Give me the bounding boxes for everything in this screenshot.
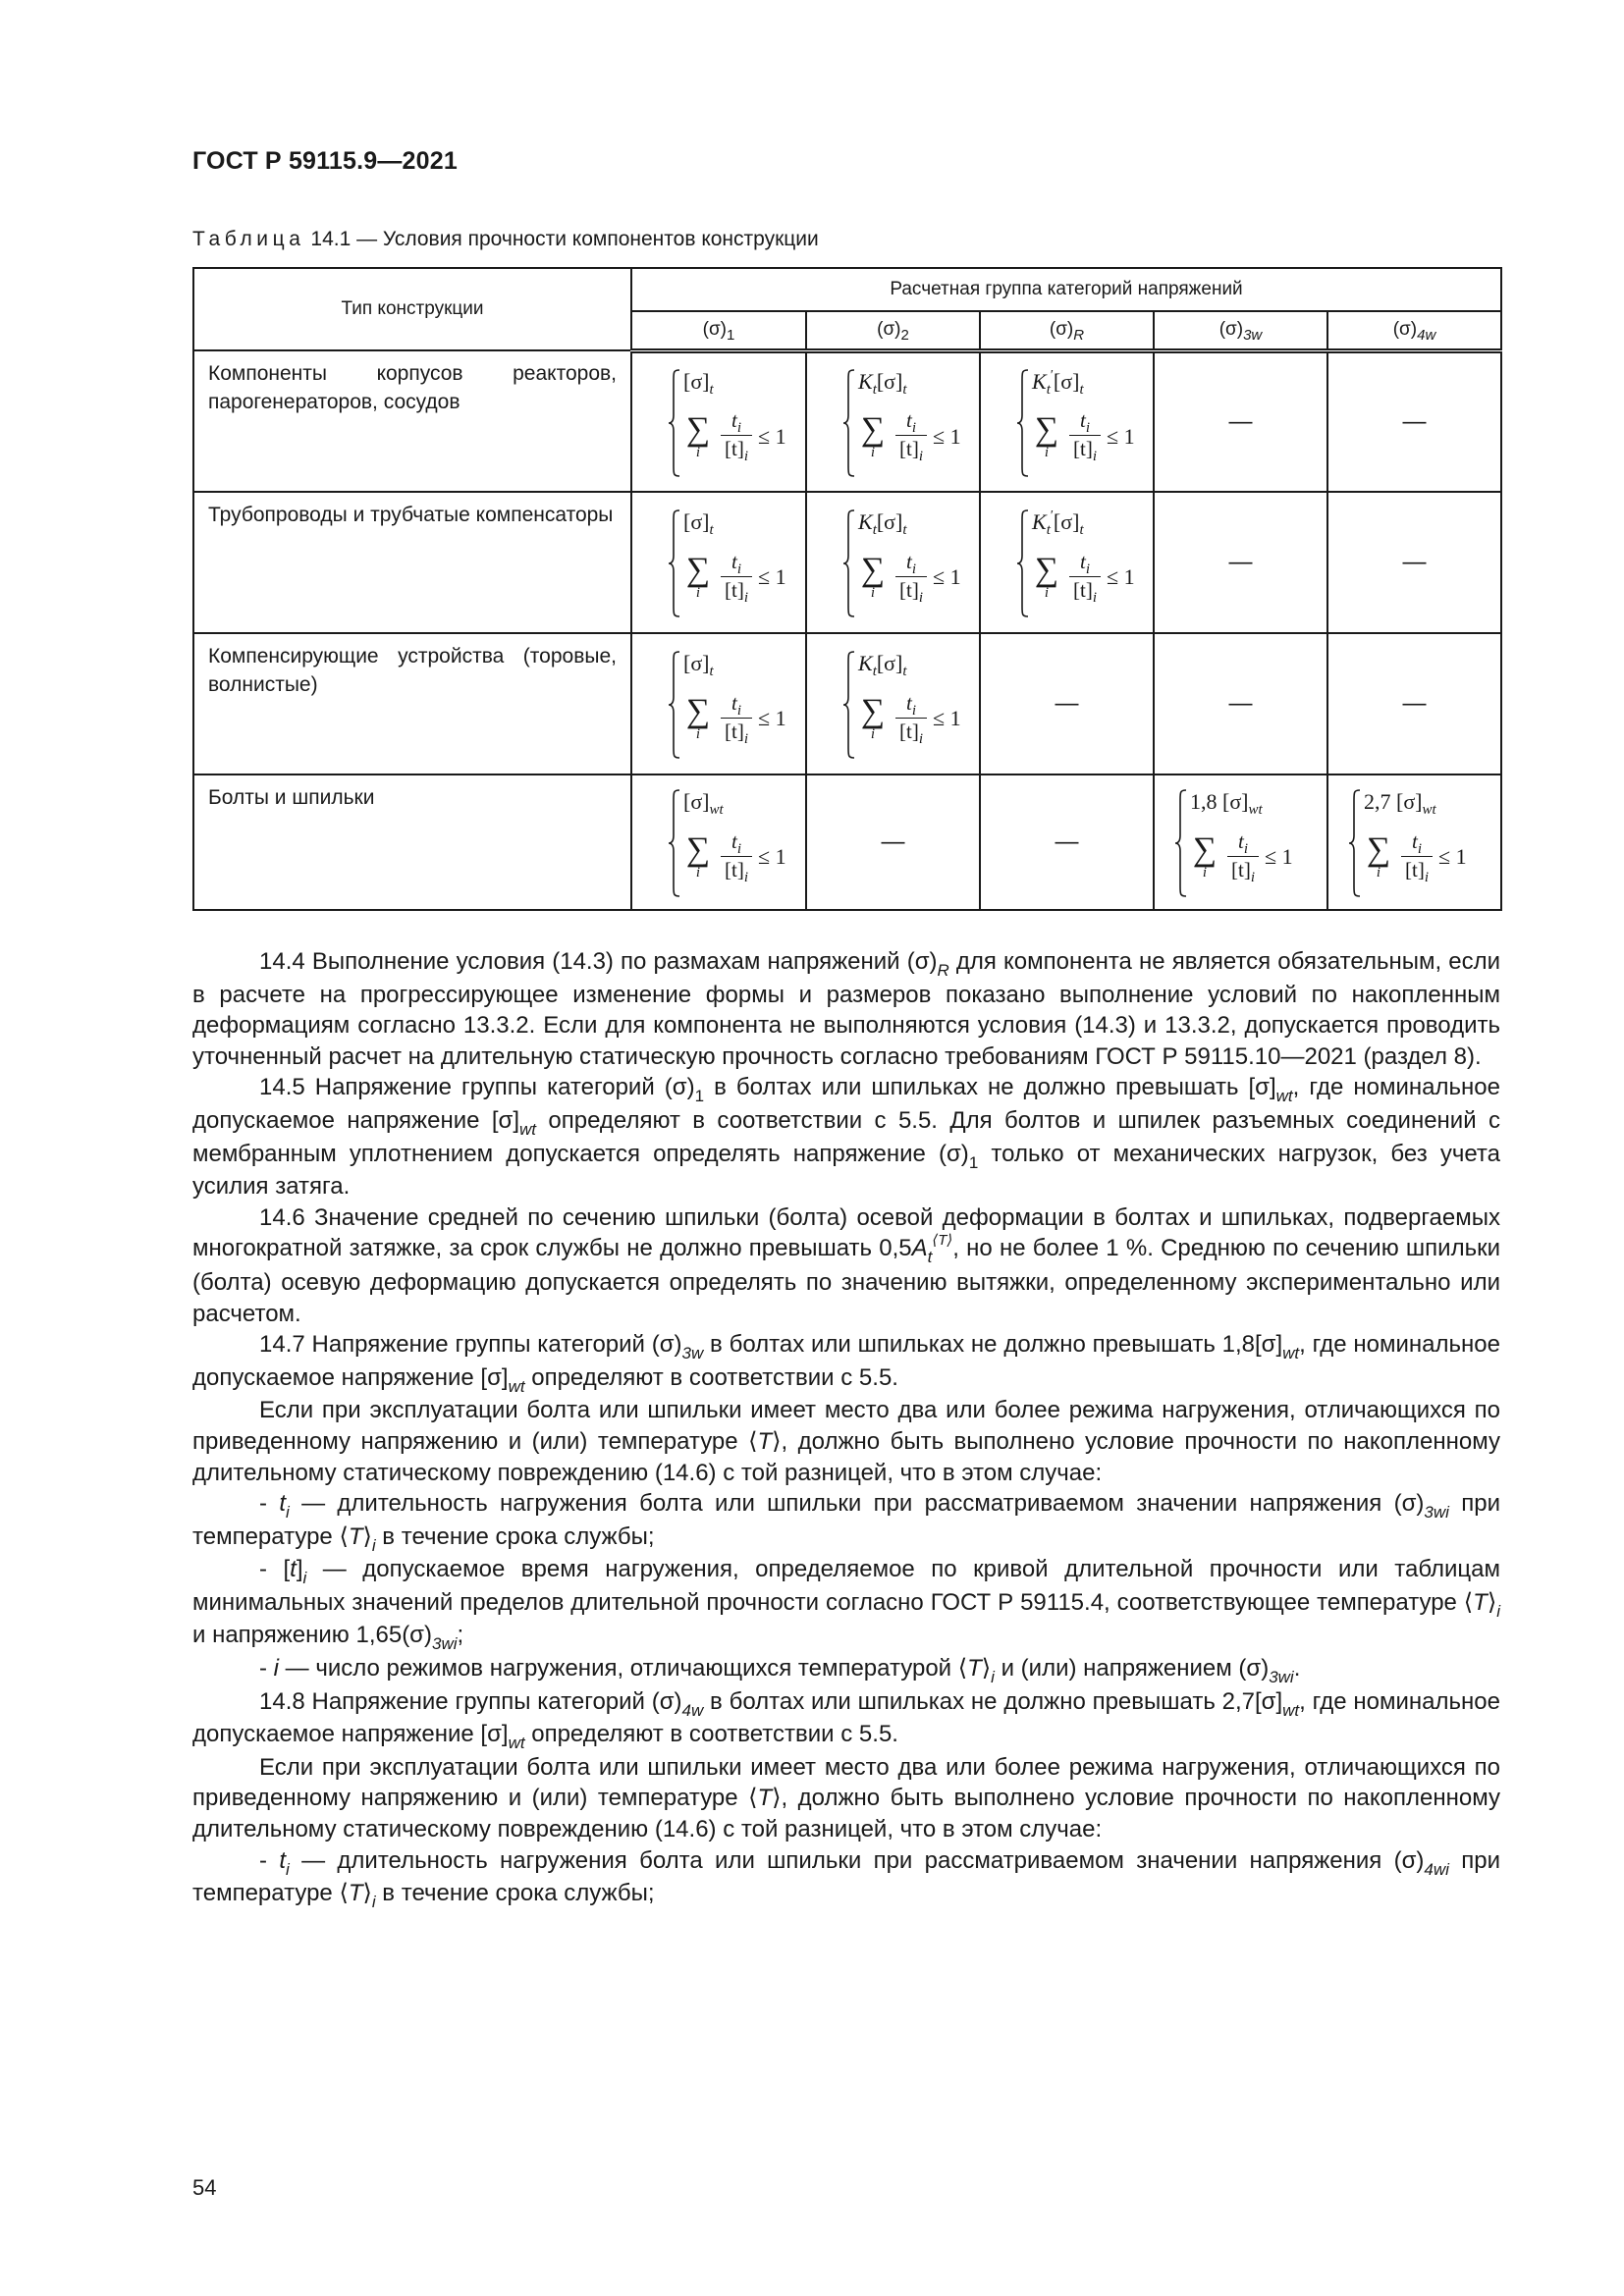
formula-sum-line: ∑ i $\frac{t_i}{[t]_i}$ ≤ 1 bbox=[1364, 818, 1467, 896]
sum-symbol: ∑ i bbox=[1034, 552, 1059, 601]
table-row bbox=[193, 633, 1501, 774]
column-header-sigma-4w: $(\sigma)_{4w}$ bbox=[1327, 311, 1501, 350]
bullet-ti-4wi: - $t_i$ — длительность нагружения болта или шпильки при рассматриваемом значении напряжения $(\sigma)_{4wi}$ при температуре $⟨T⟩_i$ в течение срока службы; bbox=[192, 1846, 1500, 1912]
dash-cell: — bbox=[1154, 633, 1327, 774]
sum-symbol: ∑ i bbox=[685, 693, 711, 742]
formula-sum-line: ∑ i $\frac{t_i}{[t]_i}$ ≤ 1 bbox=[1032, 398, 1135, 476]
brace-icon bbox=[668, 508, 681, 618]
formula-cell bbox=[806, 350, 980, 492]
paragraph-14-4: 14.4 Выполнение условия (14.3) по размахам напряжений $(\sigma)_R$ для компонента не является обязательным, если в расчете на прогрессирующее изменение формы и размеров показано выполнение условий по накопленным деформациям согласно 13.3.2. Если для компонента не выполняются условия (14.3) и 13.3.2, допускается проводить уточненный расчет на длительную статическую прочность согласно требованиям ГОСТ Р 59115.10—2021 (раздел 8). bbox=[192, 948, 1500, 1070]
formula-first-line: $K_t'[\sigma]_t$ bbox=[1032, 367, 1084, 398]
sum-symbol: ∑ i bbox=[860, 693, 886, 742]
formula-cell bbox=[631, 350, 806, 492]
formula-cell bbox=[806, 633, 980, 774]
brace-icon bbox=[668, 650, 681, 760]
dash-cell: — bbox=[1154, 350, 1327, 492]
strength-formula bbox=[842, 507, 979, 618]
table-row bbox=[193, 774, 1501, 910]
formula-cell bbox=[631, 492, 806, 633]
formula-first-line: $K_t[\sigma]_t$ bbox=[858, 368, 907, 398]
fraction: $\frac{t_i}{[t]_i}$ bbox=[721, 408, 752, 464]
body-text bbox=[192, 946, 1500, 1911]
strength-formula bbox=[668, 786, 805, 898]
paragraph-modes-14-8: Если при эксплуатации болта или шпильки имеет место два или более режима нагружения, отличающихся по приведенному напряжению и (или) температуре ⟨T⟩, должно быть выполнено условие прочности по накопленному длительному статическому повреждению (14.6) с той разницей, что в этом случае: bbox=[192, 1753, 1500, 1843]
strength-formula bbox=[842, 366, 979, 478]
paragraph-14-8: 14.8 Напряжение группы категорий $(\sigma)_{4w}$ в болтах или шпильках не должно превышать $2,7[\sigma]_{wt}$, где номинальное допускаемое напряжение $[\sigma]_{wt}$ определяют в соответствии с 5.5. bbox=[192, 1687, 1500, 1753]
table-row bbox=[193, 350, 1501, 492]
column-header-sigma-3w: $(\sigma)_{3w}$ bbox=[1154, 311, 1327, 350]
formula-first-line: 2,7 $[\sigma]_{wt}$ bbox=[1364, 789, 1436, 818]
row-type-cell: Трубопроводы и трубчатые компенсаторы bbox=[193, 492, 631, 633]
sum-symbol: ∑ i bbox=[860, 410, 886, 460]
table-caption-label: Таблица bbox=[192, 228, 305, 250]
formula-sum-line: ∑ i $\frac{t_i}{[t]_i}$ ≤ 1 bbox=[1032, 538, 1135, 616]
formula-sum-line: ∑ i $\frac{t_i}{[t]_i}$ ≤ 1 bbox=[683, 398, 786, 476]
dash-cell: — bbox=[806, 774, 980, 910]
bullet-ti-3wi: - $t_i$ — длительность нагружения болта или шпильки при рассматриваемом значении напряжения $(\sigma)_{3wi}$ при температуре $⟨T⟩_i$ в течение срока службы; bbox=[192, 1490, 1500, 1555]
formula-first-line: $K_t'[\sigma]_t$ bbox=[1032, 508, 1084, 538]
sum-symbol: ∑ i bbox=[1192, 831, 1218, 881]
brace-icon bbox=[668, 368, 681, 478]
fraction: $\frac{t_i}{[t]_i}$ bbox=[721, 550, 752, 606]
formula-sum-line: ∑ i $\frac{t_i}{[t]_i}$ ≤ 1 bbox=[683, 679, 786, 758]
table-caption bbox=[192, 228, 819, 251]
paragraph-modes-14-7: Если при эксплуатации болта или шпильки имеет место два или более режима нагружения, отличающихся по приведенному напряжению и (или) температуре ⟨T⟩, должно быть выполнено условие прочности по накопленному длительному статическому повреждению (14.6) с той разницей, что в этом случае: bbox=[192, 1397, 1500, 1486]
formula-first-line: $[\sigma]_t$ bbox=[683, 509, 714, 538]
paragraph-14-5: 14.5 Напряжение группы категорий $(\sigma)_1$ в болтах или шпильках не должно превышать $[\sigma]_{wt}$, где номинальное допускаемое напряжение $[\sigma]_{wt}$ определяют в соответствии с 5.5. Для болтов и шпилек разъемных соединений с мембранным уплотнением допускается определять напряжение $(\sigma)_1$ только от механических нагрузок, без учета усилия затяга. bbox=[192, 1074, 1500, 1201]
formula-sum-line: ∑ i $\frac{t_i}{[t]_i}$ ≤ 1 bbox=[858, 538, 961, 616]
row-type-cell: Болты и шпильки bbox=[193, 774, 631, 910]
formula-first-line: $K_t[\sigma]_t$ bbox=[858, 509, 907, 538]
formula-cell bbox=[980, 492, 1154, 633]
column-group-header: Расчетная группа категорий напряжений bbox=[631, 268, 1501, 311]
sum-symbol: ∑ i bbox=[685, 410, 711, 460]
sum-symbol: ∑ i bbox=[1366, 831, 1391, 881]
dash-cell: — bbox=[1327, 633, 1501, 774]
brace-icon bbox=[668, 788, 681, 898]
column-header-sigma-r: $(\sigma)_R$ bbox=[980, 311, 1154, 350]
bullet-modes-count: - i — число режимов нагружения, отличающихся температурой $⟨T⟩_i$ и (или) напряжением $(\sigma)_{3wi}$. bbox=[259, 1655, 1301, 1687]
formula-cell bbox=[1154, 774, 1327, 910]
fraction: $\frac{t_i}{[t]_i}$ bbox=[721, 691, 752, 747]
strength-formula bbox=[1348, 786, 1500, 898]
column-header-type: Тип конструкции bbox=[193, 268, 631, 350]
strength-formula bbox=[1016, 507, 1153, 618]
fraction: $\frac{t_i}{[t]_i}$ bbox=[1401, 829, 1433, 885]
brace-icon bbox=[842, 368, 856, 478]
fraction: $\frac{t_i}{[t]_i}$ bbox=[1227, 829, 1259, 885]
bullet-allowable-time: - $[t]_i$ — допускаемое время нагружения, определяемое по кривой длительной прочности или таблицам минимальных значений пределов длительной прочности согласно ГОСТ Р 59115.4, соответствующее температуре $⟨T⟩_i$ и напряжению $1,65(\sigma)_{3wi}$; bbox=[192, 1556, 1501, 1654]
document-header: ГОСТ Р 59115.9—2021 bbox=[192, 147, 458, 175]
strength-formula bbox=[668, 366, 805, 478]
brace-icon bbox=[1016, 368, 1030, 478]
brace-icon bbox=[842, 650, 856, 760]
formula-sum-line: ∑ i $\frac{t_i}{[t]_i}$ ≤ 1 bbox=[1190, 818, 1293, 896]
formula-first-line: $K_t[\sigma]_t$ bbox=[858, 651, 907, 679]
formula-cell bbox=[1327, 774, 1501, 910]
fraction: $\frac{t_i}{[t]_i}$ bbox=[1069, 550, 1101, 606]
fraction: $\frac{t_i}{[t]_i}$ bbox=[895, 550, 927, 606]
dash-cell: — bbox=[980, 774, 1154, 910]
dash-cell: — bbox=[980, 633, 1154, 774]
formula-sum-line: ∑ i $\frac{t_i}{[t]_i}$ ≤ 1 bbox=[683, 538, 786, 616]
dash-cell: — bbox=[1154, 492, 1327, 633]
paragraph-14-6: 14.6 Значение средней по сечению шпильки (болта) осевой деформации в болтах и шпильках, подвергаемых многократной затяжке, за срок службы не должно превышать $0,5A_t^{⟨T⟩}$, но не более 1 %. Среднюю по сечению шпильки (болта) осевую деформацию допускается определять по значению вытяжки, определенному экспериментально или расчетом. bbox=[192, 1203, 1500, 1327]
sum-symbol: ∑ i bbox=[860, 552, 886, 601]
sum-symbol: ∑ i bbox=[685, 831, 711, 881]
page-number: 54 bbox=[192, 2175, 217, 2200]
strength-formula bbox=[668, 507, 805, 618]
formula-cell bbox=[806, 492, 980, 633]
strength-formula bbox=[1174, 786, 1326, 898]
brace-icon bbox=[1348, 788, 1362, 898]
strength-formula bbox=[1016, 366, 1153, 478]
formula-sum-line: ∑ i $\frac{t_i}{[t]_i}$ ≤ 1 bbox=[683, 818, 786, 896]
formula-cell bbox=[631, 774, 806, 910]
formula-first-line: $[\sigma]_{wt}$ bbox=[683, 789, 724, 818]
sum-symbol: ∑ i bbox=[685, 552, 711, 601]
row-type-cell: Компоненты корпусов реакторов, парогенераторов, сосудов bbox=[193, 350, 631, 492]
formula-sum-line: ∑ i $\frac{t_i}{[t]_i}$ ≤ 1 bbox=[858, 679, 961, 758]
formula-sum-line: ∑ i $\frac{t_i}{[t]_i}$ ≤ 1 bbox=[858, 398, 961, 476]
column-header-sigma-2: $(\sigma)_2$ bbox=[806, 311, 980, 350]
formula-first-line: $[\sigma]_t$ bbox=[683, 651, 714, 679]
dash-cell: — bbox=[1327, 492, 1501, 633]
formula-first-line: 1,8 $[\sigma]_{wt}$ bbox=[1190, 789, 1263, 818]
brace-icon bbox=[842, 508, 856, 618]
brace-icon bbox=[1016, 508, 1030, 618]
strength-formula bbox=[668, 648, 805, 760]
dash-cell: — bbox=[1327, 350, 1501, 492]
brace-icon bbox=[1174, 788, 1188, 898]
formula-first-line: $[\sigma]_t$ bbox=[683, 368, 714, 398]
table-row bbox=[193, 492, 1501, 633]
column-header-sigma-1: $(\sigma)_1$ bbox=[631, 311, 806, 350]
sum-symbol: ∑ i bbox=[1034, 410, 1059, 460]
strength-conditions-table bbox=[192, 267, 1502, 911]
fraction: $\frac{t_i}{[t]_i}$ bbox=[721, 829, 752, 885]
strength-formula bbox=[842, 648, 979, 760]
fraction: $\frac{t_i}{[t]_i}$ bbox=[1069, 408, 1101, 464]
paragraph-14-7: 14.7 Напряжение группы категорий $(\sigma)_{3w}$ в болтах или шпильках не должно превышать $1,8[\sigma]_{wt}$, где номинальное допускаемое напряжение $[\sigma]_{wt}$ определяют в соответствии с 5.5. bbox=[192, 1331, 1500, 1396]
formula-cell bbox=[631, 633, 806, 774]
fraction: $\frac{t_i}{[t]_i}$ bbox=[895, 408, 927, 464]
row-type-cell: Компенсирующие устройства (торовые, волнистые) bbox=[193, 633, 631, 774]
table-caption-text: 14.1 — Условия прочности компонентов конструкции bbox=[310, 228, 819, 250]
fraction: $\frac{t_i}{[t]_i}$ bbox=[895, 691, 927, 747]
formula-cell bbox=[980, 350, 1154, 492]
